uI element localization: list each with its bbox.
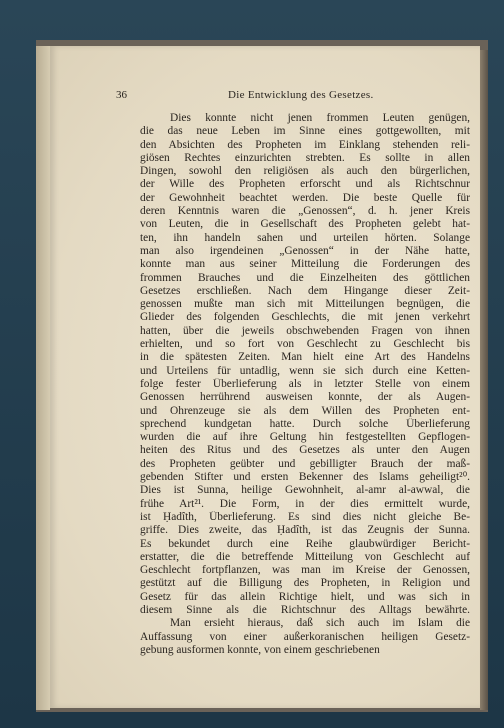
text-line: des Propheten geübter und gebilligter Brauch der maß- — [140, 457, 470, 470]
page-stack-edge — [480, 50, 488, 710]
text-line: deren Kenntnis waren die „Genossen“, d. h. jener Kreis — [140, 205, 470, 218]
text-line: Es bekundet durch eine Reihe glaubwürdiger Bericht- — [140, 537, 470, 550]
text-line: folge fester Überlieferung als in letzter Stelle von einem — [140, 377, 470, 390]
text-line: Gesetzes erschließen. Nach dem Hingange dieser Zeit- — [140, 284, 470, 297]
text-line: ten, ihn handeln sahen und urteilen hörten. Solange — [140, 231, 470, 244]
text-line: man also irgendeinen „Genossen“ in der Nähe hatte, — [140, 244, 470, 257]
page-header — [116, 89, 468, 103]
text-line: Dies ist Sunna, heilige Gewohnheit, al-amr al-awwal, die — [140, 484, 470, 497]
text-line: der Gewohnheit beachtet werden. Die beste Quelle für — [140, 191, 470, 204]
text-line: frühe Art²¹. Die Form, in der dies ermittelt wurde, — [140, 497, 470, 510]
text-line: erhielten, und so fort von Geschlecht zu Geschlecht bis — [140, 338, 470, 351]
text-line: Gesetz für das allein Richtige hielt, und was sich in — [140, 590, 470, 603]
text-line: den Absichten des Propheten im Einklang stehenden reli- — [140, 138, 470, 151]
running-head: Die Entwicklung des Gesetzes. — [228, 89, 374, 101]
text-line: in die spätesten Zeiten. Man hielt eine Art des Handelns — [140, 351, 470, 364]
text-line: konnte man aus seiner Mitteilung die Forderungen des — [140, 258, 470, 271]
text-line: der Wille des Propheten erforscht und als Richtschnur — [140, 178, 470, 191]
text-line: und Ohrenzeuge sie als dem Willen des Propheten ent- — [140, 404, 470, 417]
text-line: hatten, über die jeweils obschwebenden Fragen von ihnen — [140, 324, 470, 337]
text-line: Glieder des folgenden Geschlechts, die mit jenen verkehrt — [140, 311, 470, 324]
text-line: griffe. Dies zweite, das Ḥadîth, ist das Zeugnis der Sunna. — [140, 524, 470, 537]
text-line: heiten des Ritus und des Gesetzes als unter den Augen — [140, 444, 470, 457]
text-line: gestützt auf die Billigung des Propheten, in Religion und — [140, 577, 470, 590]
text-line: Auffassung von einer außerkoranischen heiligen Gesetz- — [140, 630, 470, 643]
page-gutter — [36, 46, 50, 710]
text-line: Genossen herrührend ausweisen konnte, der als Augen- — [140, 391, 470, 404]
text-line: und Urteilens für untadlig, wenn sie sich durch eine Ketten- — [140, 364, 470, 377]
text-line: frommen Brauches und die Einzelheiten des göttlichen — [140, 271, 470, 284]
text-line: Dies konnte nicht jenen frommen Leuten genügen, — [170, 112, 470, 124]
text-line: Geschlecht fortpflanzen, was man im Kreise der Genossen, — [140, 564, 470, 577]
text-line: genossen mußte man sich mit Mitteilungen begnügen, die — [140, 298, 470, 311]
text-line: gebenden Stifter und ersten Bekenner des Islams geheiligt²⁰. — [140, 471, 470, 484]
text-line: sprechend kundgetan hatte. Durch solche Überlieferung — [140, 417, 470, 430]
body-text — [140, 112, 470, 657]
text-line: von Leuten, die in Gesellschaft des Propheten gelebt hat- — [140, 218, 470, 231]
text-line: ist Ḥadîth, Überlieferung. Es sind dies nicht gleiche Be- — [140, 510, 470, 523]
text-line: wurden die auf ihre Geltung hin festgestellten Gepflogen- — [140, 431, 470, 444]
page-number: 36 — [116, 89, 127, 101]
text-line: gebung ausformen konnte, von einem geschriebenen — [140, 643, 380, 656]
text-line: Man ersieht hieraus, daß sich auch im Islam die — [170, 617, 470, 630]
text-line: Dingen, sowohl den religiösen als auch den bürgerlichen, — [140, 165, 470, 178]
text-line: diesem Sinne als die Richtschnur des Alltags bewährte. — [140, 603, 470, 616]
text-line: erstatter, die die betreffende Mitteilung von Geschlecht auf — [140, 550, 470, 563]
text-line: giösen Rechtes einzurichten strebten. Es sollte in allen — [140, 151, 470, 164]
text-line: die das neue Leben im Sinne eines gottgewollten, mit — [140, 125, 470, 138]
